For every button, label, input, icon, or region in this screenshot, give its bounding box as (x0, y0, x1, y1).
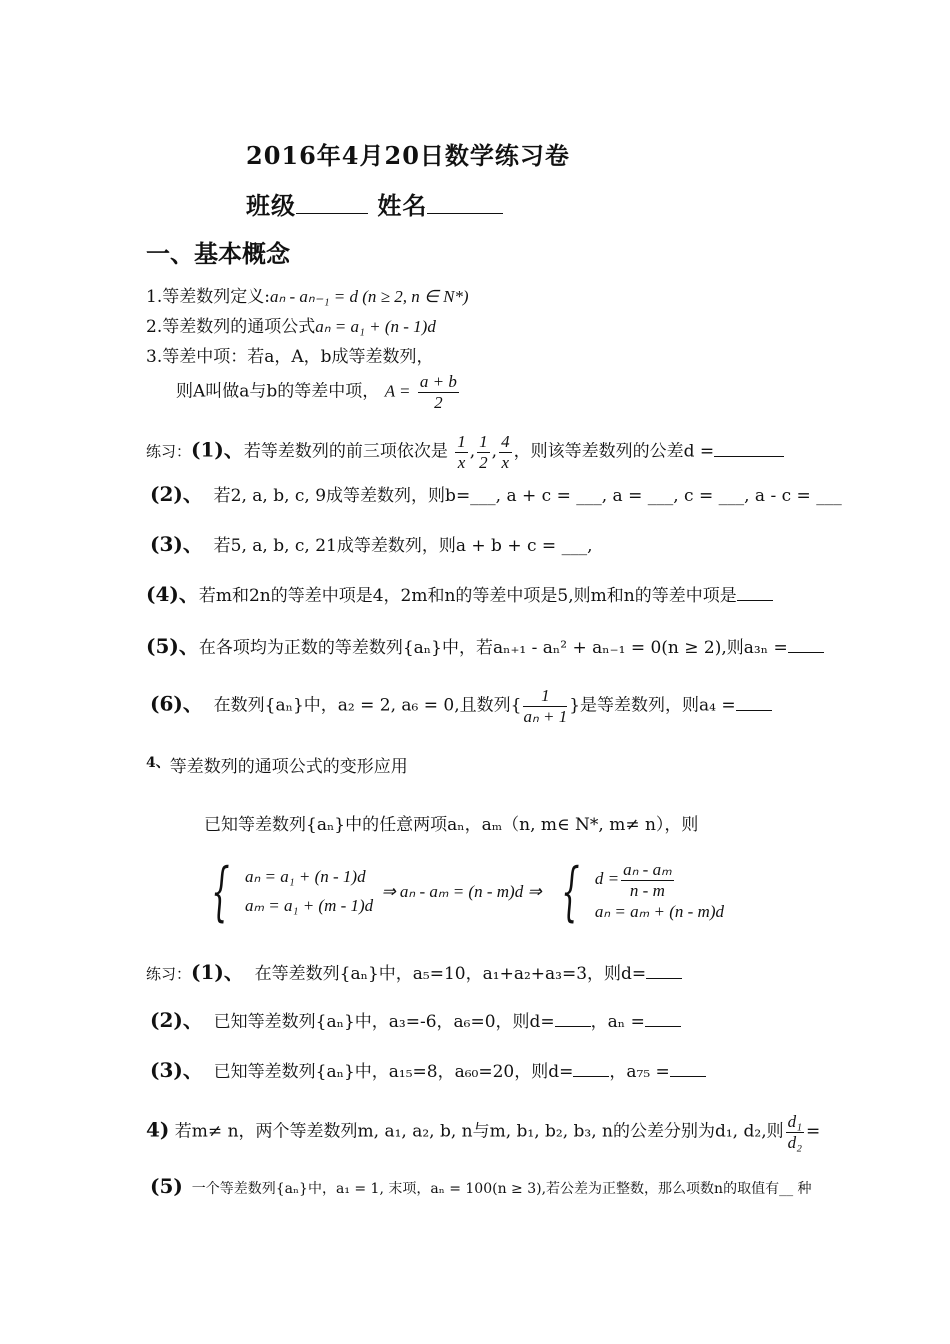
practice1-item4 (146, 578, 773, 607)
item-text-tail: ，则该等差数列的公差d = (513, 441, 715, 462)
frac-item6: $\frac{1}{\text{aₙ + 1}}$ (523, 686, 568, 726)
implication: ⇒ aₙ - aₘ = (n - m)d ⇒ (381, 882, 542, 901)
section4-number: 4、 (146, 755, 170, 771)
answer-blank-2[interactable] (645, 1026, 681, 1027)
item-number: (6)、 (150, 691, 203, 716)
item-tail: ，aₙ = (590, 1012, 645, 1032)
practice2-intro: 练习： (146, 965, 192, 983)
answer-blank[interactable] (736, 710, 772, 711)
item-number: (1)、 (191, 960, 244, 984)
item-text: 若2, a, b, c, 9成等差数列，则b=___, a + c = ___, a = ___, c = ___, a - c = ___ (213, 486, 842, 506)
practice1-item5 (146, 630, 824, 659)
item-number: (5)、 (146, 634, 199, 658)
practice2-item3 (150, 1054, 706, 1083)
practice2-item4 (146, 1112, 820, 1152)
practice2-item2 (150, 1004, 681, 1033)
class-name-line (246, 186, 503, 221)
item-text: 若m≠ n，两个等差数列m, a₁, a₂, b, n与m, b₁, b₂, b₃, n的公差分别为d₁, d₂,则 (174, 1121, 784, 1142)
section4-line1: 已知等差数列{aₙ}中的任意两项aₙ，aₘ（n, m∈ N*, m≠ n），则 (204, 815, 699, 835)
item-text: 一个等差数列{aₙ}中，a₁ = 1, 末项，aₙ = 100(n ≥ 3),若公差为正整数，那么项数n的取值有__ 种 (191, 1181, 812, 1197)
system2-eq1: d = $\frac{\text{aₙ - aₘ}}{n - m}$ (594, 860, 672, 900)
answer-blank[interactable] (714, 456, 784, 457)
practice1-item2 (150, 478, 842, 507)
item-text: 已知等差数列{aₙ}中，a₁₅=8，a₆₀=20，则d= (213, 1062, 574, 1082)
item-text: 在各项均为正数的等差数列{aₙ}中，若aₙ₊₁ - aₙ² + aₙ₋₁ = 0(n ≥ 2),则a₃ₙ = (198, 638, 788, 658)
section4-title: 等差数列的通项公式的变形应用 (169, 757, 408, 777)
def3-lhs: A = (384, 381, 411, 401)
answer-blank[interactable] (737, 600, 773, 601)
system2-eq2: aₙ = aₘ + (n - m)d (594, 902, 724, 922)
system1-eq2: aₘ = a₁ + (m - 1)d (244, 896, 374, 915)
formula-system (200, 855, 724, 929)
practice2-item1 (146, 956, 682, 985)
frac-1: $\frac{1}{x}$ (457, 432, 466, 472)
item-text: 在数列{aₙ}中，a₂ = 2, a₆ = 0,且数列{ (213, 695, 522, 716)
item-text: 已知等差数列{aₙ}中，a₃=-6，a₆=0，则d= (213, 1012, 555, 1032)
def2-label: 2.等差数列的通项公式 (146, 317, 316, 337)
def3-fraction: $\frac{a + b}{2}$ (419, 372, 457, 412)
left-brace-2: { (561, 855, 580, 929)
item-text: 若m和2n的等差中项是4，2m和n的等差中项是5,则m和n的等差中项是 (198, 586, 737, 606)
practice1-item3 (150, 528, 592, 557)
class-label: 班级 (246, 191, 296, 220)
item-number: 4) (146, 1117, 170, 1142)
definition-3-cont (176, 372, 461, 412)
name-blank[interactable] (427, 213, 503, 214)
left-brace: { (211, 855, 230, 929)
def3-line2: 则A叫做a与b的等差中项， (176, 381, 380, 402)
frac-d1-d2: $\frac{\text{d₁}}{\text{d₂}}$ (787, 1112, 803, 1152)
item-number: (4)、 (146, 582, 199, 606)
section-heading-basic: 一、基本概念 (146, 240, 290, 268)
def1-formula: aₙ - aₙ₋₁ = d (n ≥ 2, n ∈ N*) (269, 287, 469, 306)
item-number: (1)、 (191, 437, 244, 462)
item-text: 若等差数列的前三项依次是 (243, 441, 448, 462)
item-number: (2)、 (150, 482, 203, 506)
frac-3: $\frac{4}{x}$ (501, 432, 510, 472)
section4-heading (146, 752, 408, 777)
definition-1 (146, 282, 469, 307)
class-blank[interactable] (296, 213, 368, 214)
def2-formula: aₙ = a₁ + (n - 1)d (315, 317, 436, 336)
item-number: (3)、 (150, 532, 203, 556)
name-label: 姓名 (377, 191, 428, 220)
item-text: 若5, a, b, c, 21成等差数列，则a + b + c = ___, (213, 536, 593, 556)
definition-2 (146, 312, 436, 337)
answer-blank[interactable] (788, 652, 824, 653)
item-tail: = (806, 1121, 821, 1142)
answer-blank[interactable] (555, 1026, 591, 1027)
item-text: 在等差数列{aₙ}中，a₅=10，a₁+a₂+a₃=3，则d= (254, 964, 647, 984)
frac-2: $\frac{1}{2}$ (479, 432, 488, 472)
practice1-intro: 练习： (146, 442, 192, 461)
def1-label: 1.等差数列定义: (146, 287, 270, 307)
system1-eq1: aₙ = a₁ + (n - 1)d (244, 867, 366, 887)
item-number: (2)、 (150, 1008, 203, 1032)
item-number: (3)、 (150, 1058, 203, 1082)
definition-3: 3.等差中项：若a，A，b成等差数列， (146, 347, 434, 367)
page-title: 2016年4月20日数学练习卷 (246, 141, 570, 170)
answer-blank-2[interactable] (670, 1076, 706, 1077)
answer-blank[interactable] (646, 978, 682, 979)
practice2-item5 (150, 1174, 812, 1198)
item-tail: ，a₇₅ = (609, 1062, 670, 1082)
item-text-tail: }是等差数列，则a₄ = (569, 695, 736, 716)
practice1-item1: 练习：(1)、若等差数列的前三项依次是 $\frac{1}{x}$ , $\frac{1}{2}$ , $\frac{4}{x}$ ，则该等差数列的公差d = (146, 432, 784, 472)
item-number: (5) (150, 1174, 183, 1198)
answer-blank[interactable] (573, 1076, 609, 1077)
practice1-item6 (150, 686, 772, 726)
